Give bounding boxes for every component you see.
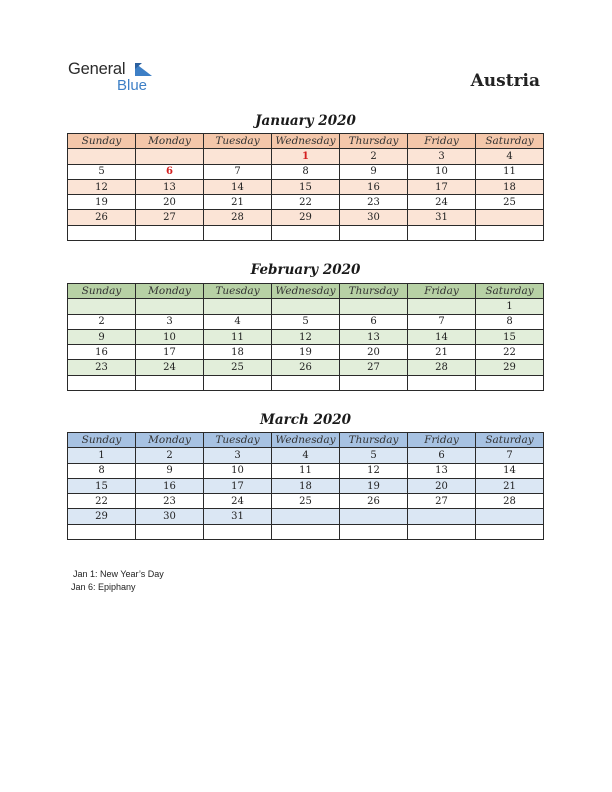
- week-row: [68, 164, 544, 179]
- day-cell: 27: [340, 360, 408, 375]
- week-row: [68, 210, 544, 225]
- day-cell: 29: [68, 509, 136, 524]
- day-cell: 3: [408, 149, 476, 164]
- day-cell: 9: [340, 164, 408, 179]
- day-cell: [68, 225, 136, 240]
- day-cell: 8: [68, 463, 136, 478]
- holiday-note: Jan 1: New Year’s Day: [73, 569, 164, 579]
- logo: [68, 60, 168, 96]
- day-cell: 21: [204, 195, 272, 210]
- week-row: [68, 478, 544, 493]
- day-cell: 10: [408, 164, 476, 179]
- calendar-march: [67, 432, 544, 540]
- calendar-february: [67, 283, 544, 391]
- day-cell: [68, 524, 136, 539]
- day-cell: 14: [204, 179, 272, 194]
- weekday-header-row: [68, 284, 544, 299]
- day-cell: 24: [136, 360, 204, 375]
- day-cell: 15: [476, 329, 544, 344]
- weekday-thursday: Thursday: [340, 284, 408, 299]
- day-cell: [408, 299, 476, 314]
- day-cell: 7: [204, 164, 272, 179]
- day-cell: 27: [408, 494, 476, 509]
- day-cell: 20: [136, 195, 204, 210]
- day-cell: [272, 524, 340, 539]
- weekday-monday: Monday: [136, 433, 204, 448]
- day-cell: 30: [136, 509, 204, 524]
- day-cell: 19: [68, 195, 136, 210]
- day-cell: 18: [272, 478, 340, 493]
- day-cell: 25: [204, 360, 272, 375]
- day-cell: 24: [204, 494, 272, 509]
- holiday-day-cell: 6: [136, 164, 204, 179]
- day-cell: 10: [136, 329, 204, 344]
- day-cell: 17: [204, 478, 272, 493]
- day-cell: [136, 299, 204, 314]
- day-cell: 18: [204, 345, 272, 360]
- weekday-wednesday: Wednesday: [272, 134, 340, 149]
- week-row: [68, 299, 544, 314]
- day-cell: 28: [476, 494, 544, 509]
- day-cell: 14: [408, 329, 476, 344]
- week-row: [68, 329, 544, 344]
- day-cell: [340, 509, 408, 524]
- week-row: [68, 360, 544, 375]
- day-cell: 9: [136, 463, 204, 478]
- day-cell: 12: [68, 179, 136, 194]
- day-cell: 23: [340, 195, 408, 210]
- weekday-tuesday: Tuesday: [204, 433, 272, 448]
- weekday-sunday: Sunday: [68, 433, 136, 448]
- day-cell: 22: [68, 494, 136, 509]
- week-row: [68, 448, 544, 463]
- day-cell: 26: [68, 210, 136, 225]
- day-cell: 28: [204, 210, 272, 225]
- day-cell: [136, 149, 204, 164]
- day-cell: 2: [136, 448, 204, 463]
- holiday-notes: [73, 568, 164, 594]
- day-cell: [340, 299, 408, 314]
- day-cell: 11: [272, 463, 340, 478]
- week-row: [68, 179, 544, 194]
- day-cell: [272, 225, 340, 240]
- day-cell: [272, 375, 340, 390]
- weekday-tuesday: Tuesday: [204, 284, 272, 299]
- day-cell: 17: [408, 179, 476, 194]
- holiday-day-cell: 1: [272, 149, 340, 164]
- day-cell: 4: [272, 448, 340, 463]
- day-cell: 7: [476, 448, 544, 463]
- day-cell: [68, 299, 136, 314]
- day-cell: [408, 375, 476, 390]
- day-cell: 27: [136, 210, 204, 225]
- weekday-sunday: Sunday: [68, 284, 136, 299]
- month-title-january: January 2020: [255, 113, 356, 129]
- day-cell: [68, 375, 136, 390]
- day-cell: 25: [272, 494, 340, 509]
- day-cell: 4: [476, 149, 544, 164]
- weekday-saturday: Saturday: [476, 134, 544, 149]
- day-cell: 12: [340, 463, 408, 478]
- day-cell: 3: [204, 448, 272, 463]
- week-row: [68, 314, 544, 329]
- day-cell: 7: [408, 314, 476, 329]
- triangle-flag-icon: [135, 63, 152, 76]
- day-cell: [340, 524, 408, 539]
- day-cell: 11: [476, 164, 544, 179]
- day-cell: [340, 375, 408, 390]
- day-cell: 9: [68, 329, 136, 344]
- weekday-thursday: Thursday: [340, 134, 408, 149]
- day-cell: [204, 299, 272, 314]
- day-cell: [204, 375, 272, 390]
- day-cell: 3: [136, 314, 204, 329]
- week-row: [68, 375, 544, 390]
- day-cell: [204, 225, 272, 240]
- day-cell: 26: [272, 360, 340, 375]
- day-cell: [272, 299, 340, 314]
- day-cell: 20: [340, 345, 408, 360]
- day-cell: [476, 509, 544, 524]
- day-cell: 24: [408, 195, 476, 210]
- day-cell: [476, 524, 544, 539]
- day-cell: [204, 524, 272, 539]
- day-cell: 19: [272, 345, 340, 360]
- day-cell: 23: [68, 360, 136, 375]
- day-cell: 5: [68, 164, 136, 179]
- day-cell: 15: [68, 478, 136, 493]
- day-cell: 29: [476, 360, 544, 375]
- day-cell: 15: [272, 179, 340, 194]
- weekday-wednesday: Wednesday: [272, 284, 340, 299]
- day-cell: 21: [476, 478, 544, 493]
- day-cell: 10: [204, 463, 272, 478]
- day-cell: 6: [340, 314, 408, 329]
- weekday-monday: Monday: [136, 134, 204, 149]
- day-cell: 22: [476, 345, 544, 360]
- day-cell: 11: [204, 329, 272, 344]
- weekday-header-row: [68, 134, 544, 149]
- day-cell: 13: [136, 179, 204, 194]
- day-cell: 13: [408, 463, 476, 478]
- day-cell: 5: [272, 314, 340, 329]
- weekday-friday: Friday: [408, 433, 476, 448]
- day-cell: 17: [136, 345, 204, 360]
- day-cell: 19: [340, 478, 408, 493]
- holiday-note: Jan 6: Epiphany: [71, 582, 136, 592]
- day-cell: [68, 149, 136, 164]
- day-cell: 28: [408, 360, 476, 375]
- day-cell: 23: [136, 494, 204, 509]
- week-row: [68, 149, 544, 164]
- day-cell: [408, 225, 476, 240]
- month-title-february: February 2020: [250, 262, 361, 278]
- weekday-friday: Friday: [408, 134, 476, 149]
- day-cell: 14: [476, 463, 544, 478]
- weekday-header-row: [68, 433, 544, 448]
- week-row: [68, 345, 544, 360]
- day-cell: 16: [136, 478, 204, 493]
- day-cell: 5: [340, 448, 408, 463]
- weekday-monday: Monday: [136, 284, 204, 299]
- logo-word-general: General: [68, 60, 126, 78]
- day-cell: 25: [476, 195, 544, 210]
- weekday-friday: Friday: [408, 284, 476, 299]
- day-cell: 20: [408, 478, 476, 493]
- day-cell: [136, 225, 204, 240]
- day-cell: [204, 149, 272, 164]
- day-cell: 30: [340, 210, 408, 225]
- day-cell: 13: [340, 329, 408, 344]
- day-cell: 29: [272, 210, 340, 225]
- month-title-march: March 2020: [259, 412, 352, 428]
- weekday-saturday: Saturday: [476, 433, 544, 448]
- day-cell: 21: [408, 345, 476, 360]
- logo-word-blue: Blue: [117, 77, 148, 94]
- week-row: [68, 494, 544, 509]
- day-cell: 1: [68, 448, 136, 463]
- week-row: [68, 524, 544, 539]
- day-cell: [408, 509, 476, 524]
- day-cell: [476, 210, 544, 225]
- day-cell: 31: [204, 509, 272, 524]
- week-row: [68, 509, 544, 524]
- weekday-sunday: Sunday: [68, 134, 136, 149]
- calendar-january: [67, 133, 544, 241]
- weekday-saturday: Saturday: [476, 284, 544, 299]
- day-cell: 12: [272, 329, 340, 344]
- day-cell: 2: [340, 149, 408, 164]
- day-cell: [476, 375, 544, 390]
- day-cell: [340, 225, 408, 240]
- day-cell: [408, 524, 476, 539]
- day-cell: [136, 375, 204, 390]
- day-cell: 8: [476, 314, 544, 329]
- weekday-tuesday: Tuesday: [204, 134, 272, 149]
- day-cell: 22: [272, 195, 340, 210]
- day-cell: 31: [408, 210, 476, 225]
- day-cell: 16: [340, 179, 408, 194]
- day-cell: 4: [204, 314, 272, 329]
- day-cell: 8: [272, 164, 340, 179]
- weekday-wednesday: Wednesday: [272, 433, 340, 448]
- week-row: [68, 195, 544, 210]
- week-row: [68, 463, 544, 478]
- weekday-thursday: Thursday: [340, 433, 408, 448]
- day-cell: 16: [68, 345, 136, 360]
- week-row: [68, 225, 544, 240]
- day-cell: 26: [340, 494, 408, 509]
- country-title: Austria: [470, 71, 540, 91]
- day-cell: 1: [476, 299, 544, 314]
- day-cell: 2: [68, 314, 136, 329]
- day-cell: 18: [476, 179, 544, 194]
- day-cell: 6: [408, 448, 476, 463]
- day-cell: [136, 524, 204, 539]
- day-cell: [476, 225, 544, 240]
- day-cell: [272, 509, 340, 524]
